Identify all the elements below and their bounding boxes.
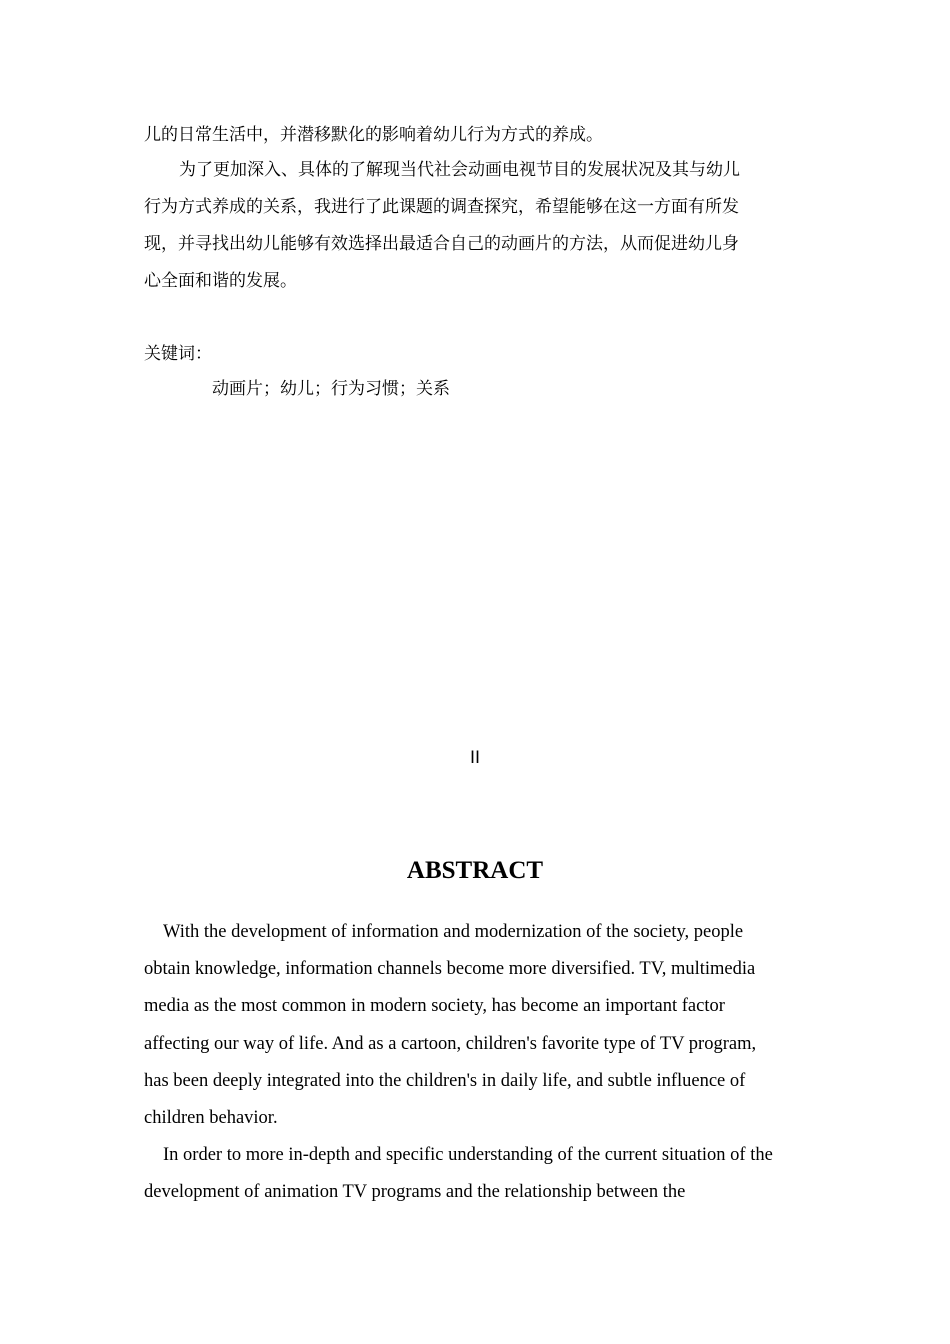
text-line: 现，并寻找出幼儿能够有效选择出最适合自己的动画片的方法，从而促进幼儿身 [144, 234, 739, 254]
text-line: has been deeply integrated into the children's in daily life, and subtle influence of [144, 1070, 746, 1091]
text-line: affecting our way of life. And as a cartoon, children's favorite type of TV program, [144, 1033, 757, 1054]
text-line: media as the most common in modern society, has become an important factor [144, 996, 725, 1017]
text-line: With the development of information and modernization of the society, people [163, 922, 744, 942]
cn-paragraph-continued [144, 117, 814, 154]
en-paragraph-2 [144, 1137, 809, 1211]
text-line: children behavior. [144, 1108, 278, 1129]
page-number: II [469, 748, 481, 768]
text-line: 为了更加深入、具体的了解现当代社会动画电视节目的发展状况及其与幼儿 [179, 160, 740, 180]
text-line: development of animation TV programs and the relationship between the [144, 1182, 686, 1203]
text-line: 心全面和谐的发展。 [144, 271, 297, 291]
text-line: obtain knowledge, information channels become more diversified. TV, multimedia [144, 959, 756, 980]
keywords-label: 关键词： [144, 344, 212, 364]
abstract-title: ABSTRACT [406, 857, 544, 884]
text-line: In order to more in-depth and specific understanding of the current situation of the [163, 1145, 773, 1165]
keywords-values: 动画片；幼儿；行为习惯；关系 [212, 379, 450, 399]
en-paragraph-1 [144, 914, 809, 1137]
text-line: 行为方式养成的关系，我进行了此课题的调查探究，希望能够在这一方面有所发 [144, 197, 739, 217]
text-line: 儿的日常生活中，并潜移默化的影响着幼儿行为方式的养成。 [144, 125, 603, 145]
cn-paragraph-2 [144, 152, 814, 300]
